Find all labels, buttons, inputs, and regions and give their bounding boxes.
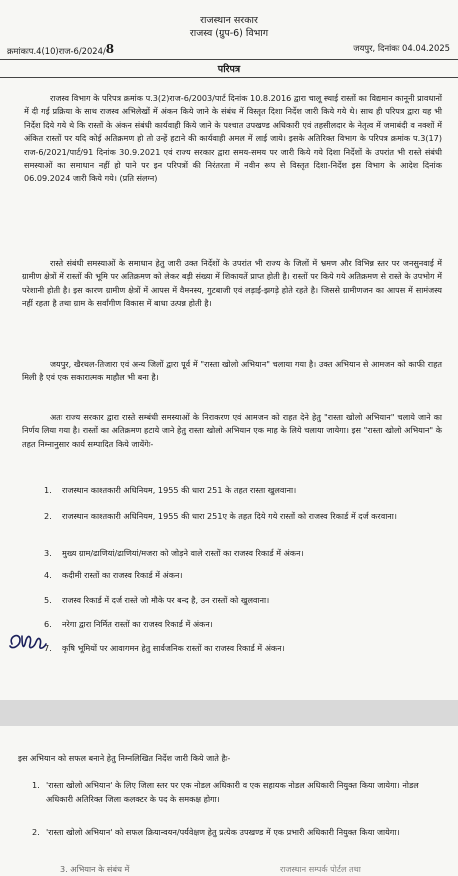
- handwritten-number: 8: [105, 42, 115, 56]
- reference-number: [7, 43, 114, 57]
- action-item: [22, 509, 442, 523]
- item-number: 1.: [44, 485, 52, 495]
- paragraph: इस अभियान को सफल बनाने हेतु निम्नलिखित निर्देश जारी किये जाते हैः-: [18, 753, 231, 763]
- govt-name: राजस्थान सरकार: [200, 15, 258, 26]
- partial-line: 3. अभियान के संबंध में: [60, 864, 130, 874]
- item-text: राजस्थान काश्तकारी अधिनियम, 1955 की धारा 251ए के तहत दिये गये रास्तों को राजस्व रिकार्ड में दर्ज करवाना।: [62, 511, 397, 521]
- item-text: राजस्व रिकार्ड में दर्ज रास्ते जो मौके पर बन्द है, उन रास्तों को खुलवाना।: [62, 595, 270, 605]
- item-number: 1.: [32, 780, 40, 790]
- action-item: [22, 641, 442, 655]
- place-date: जयपुर, दिनांकः 04.04.2025: [353, 43, 450, 53]
- paragraph: अतः राज्य सरकार द्वारा रास्ते सम्बंधी समस्याओं के निराकरण एवं आमजन को राहत देने हेतु "रास्ता खोलो अभियान" चलाये जाने का निर्णय लिया गया है। रास्तों का अतिक्रमण हटाये जाने हेतु रास्ता खोलो अभियान एक माह के लिये चलाया जायेगा। इस "रास्ता खोलो अभियान" के तहत निम्नानुसार कार्य सम्पादित किये जायेंगेः-: [22, 412, 442, 449]
- item-number: 2.: [44, 511, 52, 521]
- action-item: [22, 483, 442, 497]
- item-text: 'रास्ता खोलो अभियान' के लिए जिला स्तर पर एक नोडल अधिकारी व एक सहायक नोडल अधिकारी नियुक्त किया जायेगा। नोडल अधिकारी अतिरिक्त जिला कलक्टर के पद के समकक्ष होगा।: [46, 780, 419, 804]
- item-text: कृषि भूमियों पर आवागमन हेतु सार्वजनिक रास्तों का राजस्व रिकार्ड में अंकन।: [62, 643, 285, 653]
- action-item: [22, 617, 442, 631]
- document-title: परिपत्र: [217, 64, 241, 75]
- item-text: नरेगा द्वारा निर्मित रास्तों का राजस्व रिकार्ड में अंकन।: [62, 619, 213, 629]
- department-name: राजस्व (ग्रुप-6) विभाग: [189, 28, 269, 39]
- item-number: 7.: [44, 643, 52, 653]
- partial-line: राजस्थान सम्पर्क पोर्टल तथा: [280, 864, 361, 874]
- paragraph: राजस्व विभाग के परिपत्र क्रमांक प.3(2)राज-6/2003/पार्ट दिनांक 10.8.2016 द्वारा चालू स्थाई रास्तों का विद्यमान कानूनी प्रावधानों में दी गई प्रक्रिया के साथ राजस्व अभिलेखों में अंकन किये जाने के संबंध में विस्तृत दिशा निर्देश जारी किये गये थे। साथ ही परिपत्र द्वारा यह भी निर्देश दिये गये थे कि रास्तों के अंकन संबंधी कार्यवाही किये जाने के पश्चात उपखण्ड अधिकारी एवं तहसीलदार के नेतृत्व में जमाबंदी व नक्शों में अंकित रास्तों पर यदि कोई अतिक्रमण हो तो उन्हें हटाने की कार्यवाही अमल में लाई जाये। इसके अतिरिक्त विभाग के परिपत्र क्रमांक प.3(17) राज-6/2021/पार्ट/91 दिनांक 30.9.2021 एवं राज्य सरकार द्वारा समय-समय पर जारी किये गये दिशा निर्देशों के उपरांत भी रास्ते संबंधी समस्याओं का समाधान नहीं हो पाने पर इन परिपत्रों की निरंतरता में नवीन रूप से विस्तृत दिशा-निर्देश इस विभाग के आदेश दिनांक 06.09.2024 जारी किये गये। (प्रति संलग्न): [24, 93, 442, 184]
- letterhead: [0, 14, 458, 40]
- item-number: 6.: [44, 619, 52, 629]
- item-number: 4.: [44, 570, 52, 580]
- signature-image: [6, 626, 48, 656]
- item-text: 'रास्ता खोलो अभियान' को सफल क्रियान्वयन/पर्यवेक्षण हेतु प्रत्येक उपखण्ड में एक प्रभारी अधिकारी नियुक्त किया जायेगा।: [46, 827, 400, 837]
- instruction-item: [22, 778, 442, 806]
- reference-number-text: क्रमांकःप.4(10)राज-6/2024/: [7, 46, 106, 56]
- instruction-item: [22, 825, 442, 839]
- divider: [0, 77, 458, 78]
- action-item: [22, 568, 442, 582]
- action-item: [22, 593, 442, 607]
- action-item: [22, 546, 442, 560]
- paragraph: जयपुर, खैरथल-तिजारा एवं अन्य जिलों द्वारा पूर्व में "रास्ता खोलो अभियान" चलाया गया है। उक्त अभियान से आमजन को काफी राहत मिली है एवं एक सकारात्मक माहौल भी बना है।: [22, 359, 442, 383]
- item-number: 3.: [44, 548, 52, 558]
- item-number: 2.: [32, 827, 40, 837]
- item-text: कदीमी रास्तों का राजस्व रिकार्ड में अंकन।: [62, 570, 183, 580]
- item-text: राजस्थान काश्तकारी अधिनियम, 1955 की धारा 251 के तहत रास्ता खुलवाना।: [62, 485, 297, 495]
- divider: [0, 59, 458, 60]
- item-text: मुख्य ग्राम/ढाणियां/ढाणियां/मजरा को जोड़ने वाले रास्तों का राजस्व रिकार्ड में अंकन।: [62, 548, 304, 558]
- item-number: 5.: [44, 595, 52, 605]
- paragraph: रास्ते संबंधी समस्याओं के समाधान हेतु जारी उक्त निर्देशों के उपरांत भी राज्य के जिलों में भ्रमण और विभिन्न स्तर पर जनसुनवाई में ग्रामीण क्षेत्रों में रास्तों की भूमि पर अतिक्रमण को लेकर बड़ी संख्या में शिकायतें प्राप्त होती है। रास्तों पर किये गये अतिक्रमण से रास्ते के उपभोग में परेशानी होती है। इस कारण ग्रामीण क्षेत्रों में आपस में वैमनस्य, गुटबाजी एवं लड़ाई-झगड़े होते रहते है। जिससे ग्रामीणजन का आपस में सामंजस्य नहीं रहता है तथा ग्राम के सर्वांगीण विकास में बाधा उत्पन्न होती है।: [22, 258, 442, 309]
